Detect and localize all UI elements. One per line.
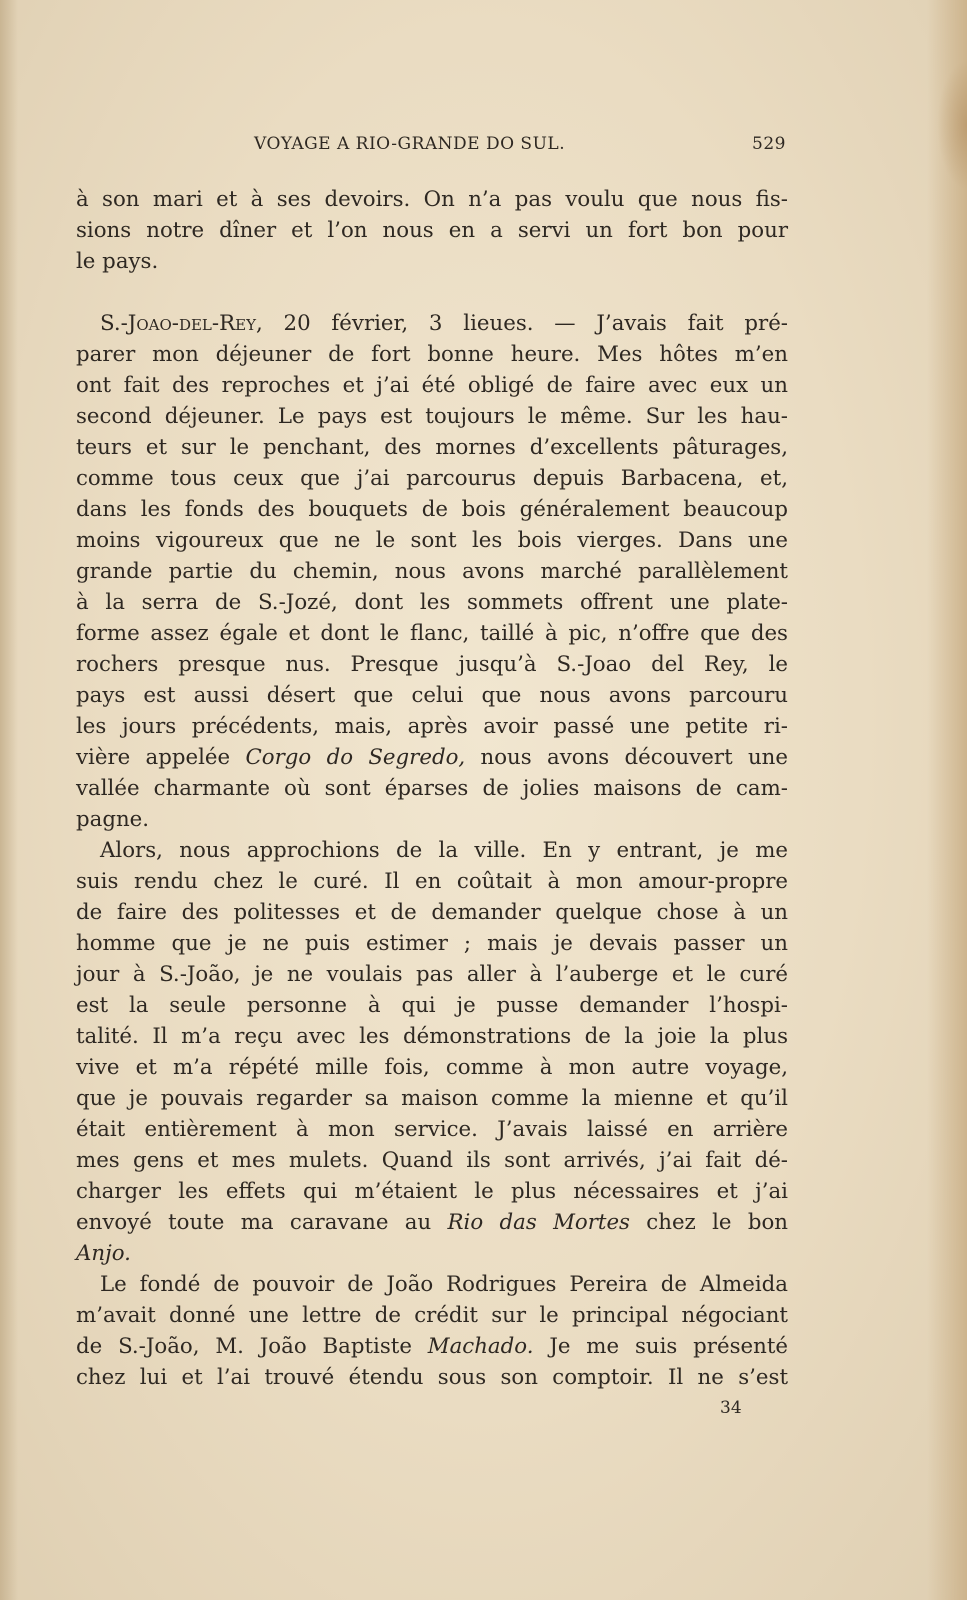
text-line: forme assez égale et dont le flanc, taillé à pic, n’offre que des [76,621,788,646]
text-line: Le fondé de pouvoir de João Rodrigues Pereira de Almeida [100,1272,788,1297]
text-segment: envoyé toute ma caravane au [76,1210,448,1235]
text-line: le pays. [76,249,159,274]
text-line: mes gens et mes mulets. Quand ils sont arrivés, j’ai fait dé- [76,1148,788,1173]
italic-place-name: Rio das Mortes [447,1210,630,1235]
text-line: teurs et sur le penchant, des mornes d’excellents pâturages, [76,435,788,460]
text-line-with-italic [76,742,788,773]
text-line: pays est aussi désert que celui que nous avons parcouru [76,683,788,708]
text-line: de faire des politesses et de demander quelque chose à un [76,900,788,925]
text-line: parer mon déjeuner de fort bonne heure. Mes hôtes m’en [76,342,788,367]
text-line: homme que je ne puis estimer ; mais je devais passer un [76,931,788,956]
text-line: à la serra de S.-Jozé, dont les sommets offrent une plate- [76,590,788,615]
text-segment: de S.-João, M. João Baptiste [76,1334,428,1359]
text-line: ont fait des reproches et j’ai été obligé de faire avec eux un [76,373,788,398]
text-line: à son mari et à ses devoirs. On n’a pas voulu que nous fis- [76,187,788,212]
italic-line: Anjo. [76,1241,131,1266]
text-segment: Je me suis présenté [533,1334,788,1359]
text-line: m’avait donné une lettre de crédit sur le principal négociant [76,1303,788,1328]
italic-place-name: Corgo do Segredo, [245,745,466,770]
text-line: vallée charmante où sont éparses de jolies maisons de cam- [76,776,788,801]
paragraph-gap [76,277,788,308]
running-head [76,134,786,160]
text-line: moins vigoureux que ne le sont les bois vierges. Dans une [76,528,788,553]
page-edge-left [0,0,18,1600]
italic-name: Machado. [427,1334,534,1359]
text-line: second déjeuner. Le pays est toujours le même. Sur les hau- [76,404,788,429]
text-line: rochers presque nus. Presque jusqu’à S.-Joao del Rey, le [76,652,788,677]
page-number: 529 [752,134,786,154]
text-line-with-italic [76,1207,788,1238]
signature-mark: 34 [720,1398,742,1418]
text-line: était entièrement à mon service. J’avais laissé en arrière [76,1117,788,1142]
text-line: sions notre dîner et l’on nous en a servi un fort bon pour [76,218,788,243]
text-line: talité. Il m’a reçu avec les démonstrations de la joie la plus [76,1024,788,1049]
text-line: est la seule personne à qui je pusse demander l’hospi- [76,993,788,1018]
page-edge-right [927,0,967,1600]
text-line: jour à S.-João, je ne voulais pas aller à l’auberge et le curé [76,962,788,987]
text-line: pagne. [76,807,150,832]
paper-stain [937,60,967,190]
text-line: chez lui et l’ai trouvé étendu sous son comptoir. Il ne s’est [76,1365,788,1390]
text-line: vive et m’a répété mille fois, comme à mon autre voyage, [76,1055,788,1080]
text-line: suis rendu chez le curé. Il en coûtait à mon amour-propre [76,869,788,894]
text-segment: chez le bon [629,1210,788,1235]
text-segment: vière appelée [76,745,246,770]
text-line: Alors, nous approchions de la ville. En y entrant, je me [100,838,788,863]
heading-rest: 20 février, 3 lieues. — J’avais fait pré- [262,311,788,336]
text-block [76,184,788,1393]
text-line: grande partie du chemin, nous avons marché parallèlement [76,559,788,584]
place-heading: S.-Joao-del-Rey, [100,311,263,336]
text-line: que je pouvais regarder sa maison comme la mienne et qu’il [76,1086,788,1111]
text-line: charger les effets qui m’étaient le plus nécessaires et j’ai [76,1179,788,1204]
text-segment: nous avons découvert une [465,745,788,770]
text-line: dans les fonds des bouquets de bois généralement beaucoup [76,497,788,522]
text-line: comme tous ceux que j’ai parcourus depuis Barbacena, et, [76,466,788,491]
text-line: les jours précédents, mais, après avoir passé une petite ri- [76,714,788,739]
running-title: VOYAGE A RIO-GRANDE DO SUL. [254,134,566,154]
entry-heading-line [76,308,788,339]
text-line-with-italic [76,1331,788,1362]
